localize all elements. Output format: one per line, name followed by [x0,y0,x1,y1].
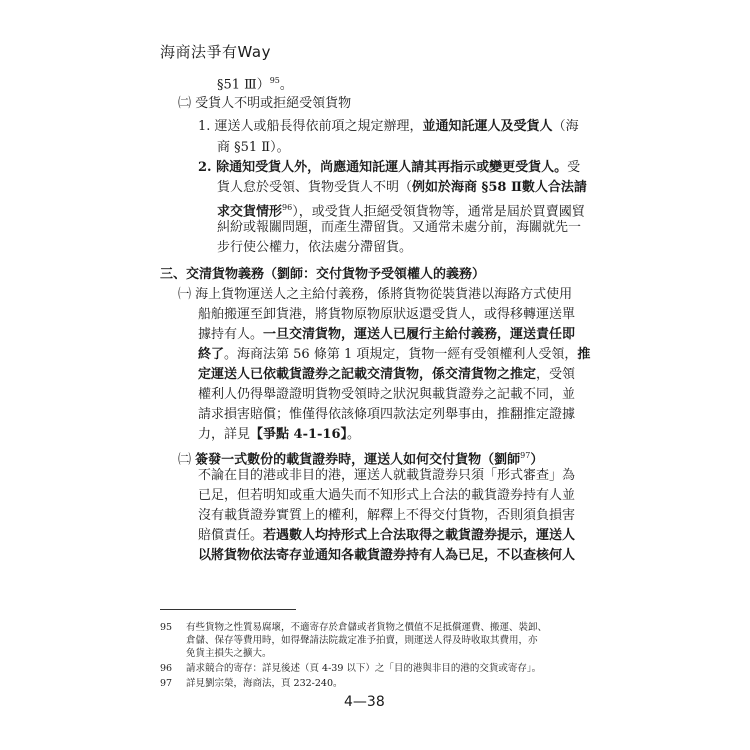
footnote-ref: 96 [282,203,293,212]
bold-text: 若遇數人均持形式上合法取得之載貨證券提示，運送人 [263,528,576,543]
footnote-96 [160,662,541,675]
text-span: 貨人怠於受領、貨物受貨人不明（ [217,180,413,195]
text-line [198,327,575,343]
footnote-ref: 95 [269,76,280,85]
cross-reference: 【爭點 4-1-16】 [250,427,348,442]
text-line [217,180,587,196]
bold-text-line: 以將貨物依法寄存並通知各載貨證券持有人為已足，不以查核何人 [198,548,576,563]
bold-text: 例如於海商 §58 Ⅱ數人合法請 [412,180,587,195]
text-span: 。 [347,427,361,442]
text-line: 糾紛或報關問題，而產生滯留貨。又通常未處分前，海關就先一 [217,220,582,235]
text-span: 力，詳見 [198,427,251,442]
footnote-number: 97 [160,678,173,689]
text-line: 不論在目的港或非目的港，運送人就載貨證券只須「形式審查」為 [198,468,576,483]
text-line [198,347,590,363]
text-span: 賠償責任。 [198,528,264,543]
text-line: 商 §51 Ⅱ）。 [217,140,290,155]
page-number: 4—38 [344,694,385,710]
footnote-text: 免貨主損失之擴大。 [186,648,272,659]
bold-text: 終了 [198,347,225,362]
text-span: 1. 運送人或船長得依前項之規定辦理， [198,119,423,134]
text-line: 船舶搬運至卸貨港，將貨物原物原狀返還受貨人，或得移轉運送單 [198,307,576,322]
text-span: ），或受貨人拒絕受領貨物等，通常是屆於買賣國貿 [292,204,585,220]
text-span: 受 [567,160,581,175]
footnote-number: 95 [160,622,173,633]
text-line: 沒有載貨證券實質上的權利，解釋上不得交付貨物，否則須負損害 [198,508,576,523]
footnote-text: 有些貨物之性質易腐壞，不適寄存於倉儲或者貨物之價值不足抵償運費、搬運、裝卸、 [186,622,548,633]
footnote-95 [160,621,547,634]
text-line [198,427,360,443]
footnote-ref: 97 [520,451,531,460]
bold-text: 2. 除通知受貨人外，尚應通知託運人請其再指示或變更受貨人。 [198,160,568,175]
text-line: ㈠ 海上貨物運送人之主給付義務，係將貨物從裝貨港以海路方式使用 [178,287,573,302]
footnote-text: 請求競合的寄存：詳見後述（頁 4-39 以下）之「目的港與非目的港的交貨或寄存」。 [186,663,542,674]
bold-text: ） [530,452,544,468]
text-span: 。 [279,77,293,93]
footnote-number: 96 [160,663,173,674]
text-line [198,367,575,383]
bold-text: 定運送人已依載貨證券之記載交清貨物，係交清貨物之推定 [198,367,537,382]
text-line [217,200,585,220]
bold-text: 一旦交清貨物，運送人已履行主給付義務，運送責任即 [263,327,576,342]
text-span: ㈡ [178,452,196,468]
text-line [198,160,580,176]
text-span: ，受領 [536,367,576,382]
page-header-title: 海商法爭有Way [160,43,271,61]
bold-text: 推 [577,347,591,362]
text-line [217,73,293,93]
bold-text: 並通知託運人及受貨人 [422,119,553,134]
text-line: 已足，但若明知或重大過失而不知形式上合法的載貨證券持有人並 [198,488,576,503]
text-line [198,119,579,135]
footnote-divider [160,609,296,610]
subsection-heading: ㈡ 受貨人不明或拒絕受領貨物 [178,96,352,111]
text-span: （海 [552,119,579,134]
text-line: 步行使公權力，依法處分滯留貨。 [217,240,413,255]
footnote-text: 倉儲、保存等費用時，如得聲請法院裁定准予拍賣，則運送人得及時收取其費用，亦 [186,635,538,646]
footnote-text: 詳見劉宗榮，海商法，頁 232-240。 [186,678,343,689]
bold-text: 求交貨情形 [217,204,283,220]
text-span: 。海商法第 56 條第 1 項規定，貨物一經有受領權利人受領， [224,347,578,362]
text-span: 據持有人。 [198,327,264,342]
text-line [178,448,543,468]
text-line: 權利人仍得舉證證明貨物受領時之狀況與載貨證券之記載不同，並 [198,387,576,402]
text-span: §51 Ⅲ） [217,77,270,93]
section-heading: 三、交清貨物義務（劉師：交付貨物予受領權人的義務） [160,267,486,282]
text-line [198,528,575,544]
footnote-97 [160,677,343,690]
text-line: 請求損害賠償；惟僅得依該條項四款法定列舉事由，推翻推定證據 [198,407,576,422]
bold-text: 簽發一式數份的載貨證券時，運送人如何交付貨物（劉師 [195,452,521,468]
